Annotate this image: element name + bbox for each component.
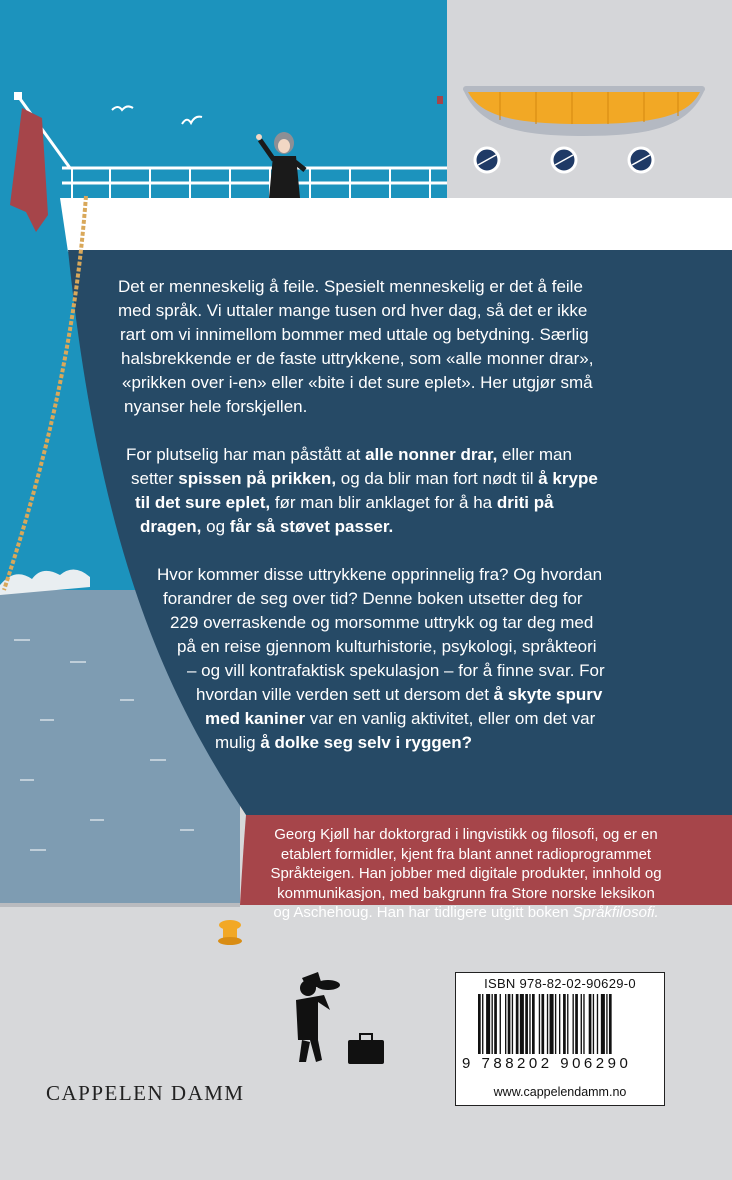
barcode-bar: [555, 994, 556, 1054]
barcode-bar: [512, 994, 513, 1054]
text-line: [0, 515, 732, 539]
bio-line: kommunikasjon, med bakgrunn fra Store norske leksikon: [277, 884, 655, 902]
bio-line: [236, 903, 696, 923]
barcode-bar: [563, 994, 566, 1054]
text-run: før man blir anklaget for å ha: [270, 493, 497, 512]
text-line: [0, 707, 732, 731]
text-run: og: [201, 517, 230, 536]
barcode-bar: [550, 994, 554, 1054]
barcode-bar: [606, 994, 607, 1054]
barcode-bar: [508, 994, 511, 1054]
barcode-bar: [567, 994, 568, 1054]
text-run: For plutselig har man påstått at: [126, 445, 366, 464]
text-line: nyanser hele forskjellen.: [124, 397, 308, 416]
text-line: – og vill kontrafaktisk spekulasjon – for å finne svar. For: [187, 661, 605, 680]
barcode-bar: [482, 994, 483, 1054]
bold-idiom: å skyte spurv: [493, 685, 603, 704]
barcode-bar: [583, 994, 584, 1054]
barcode-bar: [547, 994, 548, 1054]
blurb-paragraph-2: [0, 443, 732, 539]
text-run: hvordan ville verden sett ut dersom det: [196, 685, 494, 704]
barcode-bar: [581, 994, 582, 1054]
barcode-bar: [486, 994, 490, 1054]
barcode-bar: [573, 994, 574, 1054]
publisher-url: www.cappelendamm.no: [493, 1085, 627, 1099]
text-run: og da blir man fort nødt til: [336, 469, 539, 488]
barcode-bar: [492, 994, 493, 1054]
blurb-paragraph-3: [0, 563, 732, 755]
bio-line: Språkteigen. Han jobber med digitale produkter, innhold og: [270, 865, 662, 882]
text-run: eller man: [497, 445, 572, 464]
barcode-bar: [478, 994, 481, 1054]
isbn-label: ISBN 978-82-02-90629-0: [484, 976, 636, 991]
text-line: Hvor kommer disse uttrykkene opprinnelig fra? Og hvordan: [157, 565, 603, 584]
bold-idiom: får så støvet passer.: [229, 517, 394, 536]
barcode-bar: [541, 994, 544, 1054]
publisher-logo: CAPPELEN DAMM: [46, 1081, 245, 1105]
barcode-bar: [525, 994, 528, 1054]
barcode-bar: [494, 994, 497, 1054]
text-run: setter: [131, 469, 179, 488]
bio-line: etablert formidler, kjent fra blant annet radioprogrammet: [280, 845, 652, 863]
bold-idiom: med kaniner: [205, 709, 306, 728]
barcode-bar: [532, 994, 535, 1054]
bio-line: Georg Kjøll har doktorgrad i lingvistikk og filosofi, og er en: [274, 826, 658, 843]
text-run: og Aschehoug. Han har tidligere utgitt boken: [273, 904, 573, 921]
barcode-bar: [500, 994, 501, 1054]
text-line: «prikken over i-en» eller «bite i det sure eplet». Her utgjør små: [122, 373, 593, 392]
text-line: halsbrekkende er de faste uttrykkene, som «alle monner drar»,: [121, 349, 594, 368]
book-title: Språkfilosofi.: [572, 904, 659, 921]
dock-edge: [0, 903, 240, 907]
text-line: forandrer de seg over tid? Denne boken utsetter deg for: [163, 589, 583, 608]
text-line: [0, 731, 732, 755]
bold-idiom: spissen på prikken,: [178, 469, 337, 488]
bold-idiom: å dolke seg selv i ryggen?: [260, 733, 472, 752]
barcode-bar: [589, 994, 592, 1054]
bold-idiom: til det sure eplet,: [135, 493, 271, 512]
barcode-bar: [601, 994, 605, 1054]
text-line: [0, 683, 732, 707]
barcode-bar: [559, 994, 560, 1054]
text-line: 229 overraskende og morsomme uttrykk og tar deg med: [170, 613, 594, 632]
bold-idiom: dragen,: [140, 517, 202, 536]
text-line: [0, 491, 732, 515]
barcode-digits: 9 788202 906290: [462, 1055, 632, 1072]
bold-idiom: alle nonner drar,: [365, 445, 498, 464]
barcode-bar: [609, 994, 612, 1054]
text-line: [0, 443, 732, 467]
text-run: var en vanlig aktivitet, eller om det var: [305, 709, 596, 728]
text-run: mulig: [215, 733, 261, 752]
text-line: [0, 467, 732, 491]
barcode-bar: [597, 994, 598, 1054]
text-line: rart om vi innimellom bommer med uttale og betydning. Særlig: [120, 325, 589, 344]
text-line: Det er menneskelig å feile. Spesielt menneskelig er det å feile: [118, 277, 583, 296]
barcode-bar: [516, 994, 519, 1054]
barcode: [478, 994, 648, 1054]
isbn-barcode-box: [455, 972, 665, 1106]
barcode-bar: [539, 994, 540, 1054]
bold-idiom: å krype: [538, 469, 598, 488]
barcode-bar: [593, 994, 594, 1054]
barcode-bar: [520, 994, 524, 1054]
text-line: på en reise gjennom kulturhistorie, psykologi, språkteori: [177, 637, 597, 656]
barcode-bar: [575, 994, 578, 1054]
author-bio: [236, 825, 696, 923]
barcode-bar: [505, 994, 506, 1054]
text-line: med språk. Vi uttaler mange tusen ord hver dag, så det er ikke: [118, 301, 588, 320]
barcode-bar: [529, 994, 530, 1054]
bold-idiom: driti på: [496, 493, 554, 512]
blurb-paragraph-1: [118, 275, 593, 419]
hull-white-band: [60, 198, 732, 252]
